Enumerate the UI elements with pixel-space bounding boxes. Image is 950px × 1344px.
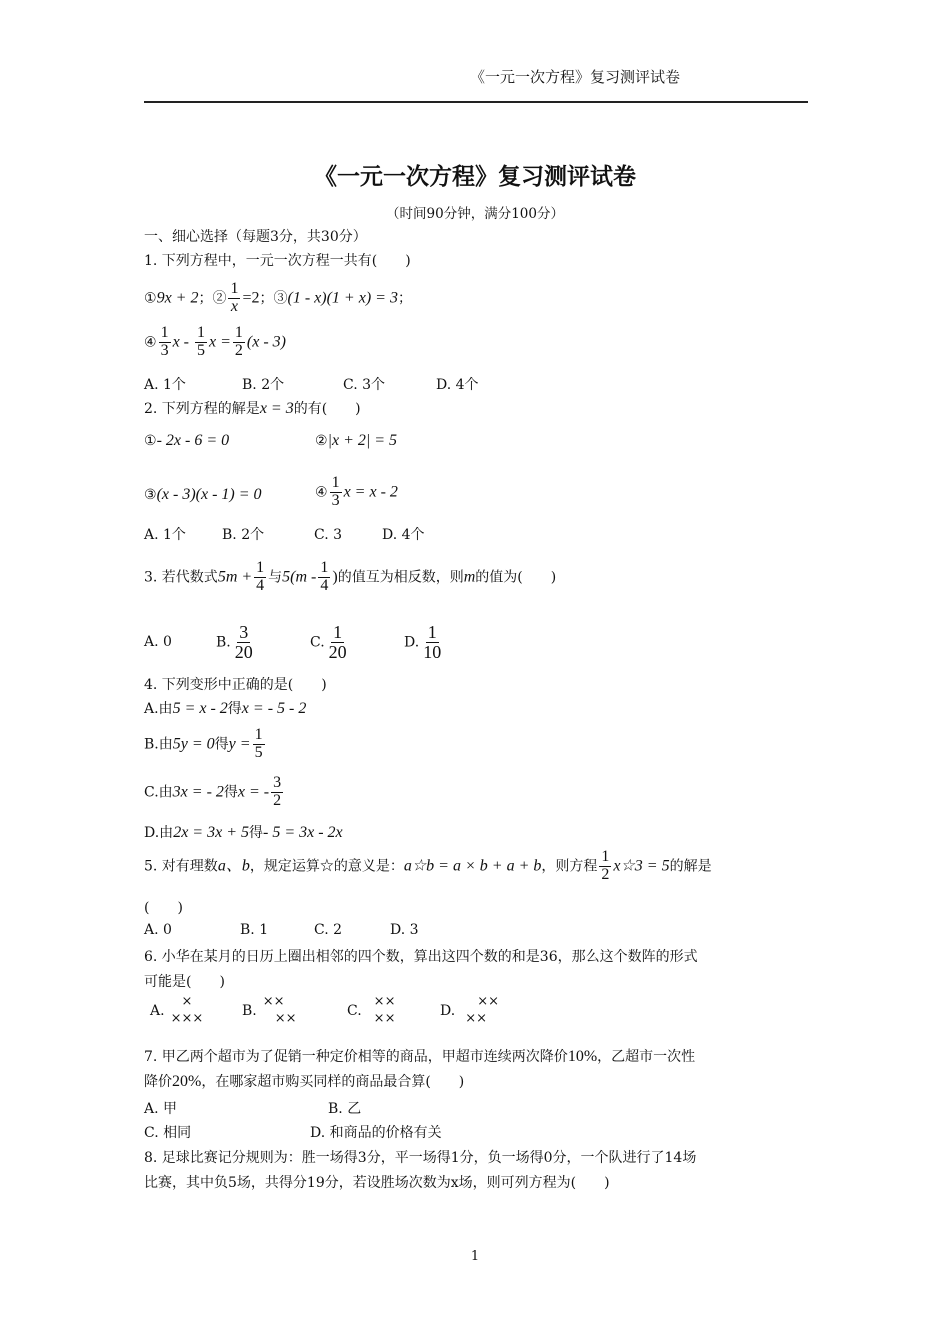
q2-eq-2: ②|x + 2| = 5 (315, 432, 398, 449)
grid-bottom: ×× (465, 1010, 487, 1026)
q6-option-d: D. ×× ×× (440, 994, 499, 1026)
q2-options (144, 524, 425, 544)
q6-option-c: C. ×× ×× (347, 994, 396, 1026)
q6-stem-line2: 可能是( ) (144, 974, 225, 990)
circled-3: ；③ (259, 290, 288, 307)
option-b: B. 1 (240, 922, 269, 938)
option-a: A. 甲 (144, 1101, 178, 1117)
option-a: A. 1个 (144, 377, 186, 393)
option-d: D. 4个 (382, 527, 425, 543)
q8-stem-line1: 8. 足球比赛记分规则为：胜一场得3分，平一场得1分，负一场得0分，一个队进行了14场 (144, 1150, 697, 1166)
q5-stem: 5. 对有理数a、b，规定运算☆的意义是：a☆b = a × b + a + b，则方程 $\frac{1}{2}$ x☆3 = 5的解是 (144, 848, 712, 883)
q7-options-row1 (144, 1098, 361, 1118)
q3-options (144, 623, 445, 662)
q2-eq-4: ④ $\frac{1}{3}$ x = x - 2 (315, 474, 398, 509)
option-b: B. 2个 (222, 527, 265, 543)
q4-option-b: B.由5y = 0得y = $\frac{1}{5}$ (144, 726, 263, 761)
eq-1: 9x + 2 (156, 289, 199, 307)
q4-stem: 4. 下列变形中正确的是( ) (144, 677, 327, 693)
option-b: B. $\frac{3}{20}$ (216, 622, 253, 662)
q8-stem-line2: 比赛，其中负5场，共得分19分，若设胜场次数为x场，则可列方程为( ) (144, 1175, 610, 1191)
option-a: A. 0 (144, 922, 172, 938)
option-c: C. $\frac{1}{20}$ (310, 622, 347, 662)
grid-top: ×× (373, 994, 396, 1009)
q3-stem: 3. 若代数式5m + $\frac{1}{4}$ 与5(m - $\frac{1}{4}$ )的值互为相反数，则m的值为( ) (144, 559, 557, 594)
grid-top: ×× (477, 994, 499, 1009)
option-d: D. $\frac{1}{10}$ (404, 622, 442, 662)
q7-stem-line1: 7. 甲乙两个超市为了促销一种定价相等的商品，甲超市连续两次降价10%，乙超市一次性 (144, 1048, 696, 1065)
q2-eq-1: ①- 2x - 6 = 0 (144, 432, 230, 449)
option-c: C. 3个 (343, 377, 386, 393)
option-a: A. 1个 (144, 527, 186, 543)
q4-option-c: C.由3x = - 2得x = - $\frac{3}{2}$ (144, 774, 282, 809)
option-c: C. 相同 (144, 1125, 192, 1141)
frac-1-over-x: $\frac{1}{x}$ (230, 280, 239, 315)
grid-bottom: ×× (373, 1010, 396, 1026)
option-c: C. 3 (314, 527, 343, 543)
eq-3: (1 - x)(1 + x) = 3 (287, 289, 398, 307)
page-number: 1 (470, 1249, 480, 1264)
page-subtitle: （时间90分钟，满分100分） (386, 206, 564, 222)
q1-stem: 1. 下列方程中，一元一次方程一共有( ) (144, 253, 411, 269)
circled-1: ① (144, 290, 157, 307)
q1-line1: ①9x + 2；② $\frac{1}{x}$ =2；③(1 - x)(1 + x) = 3； (144, 280, 412, 315)
option-b: B. 2个 (242, 377, 285, 393)
option-a: A. 0 (144, 634, 172, 651)
grid-top: × (181, 994, 193, 1009)
circled-4: ④ (144, 334, 157, 351)
q1-options (144, 374, 479, 394)
option-c: C. 2 (314, 922, 343, 938)
eq-2: =2 (242, 289, 260, 307)
option-d: D. 3 (390, 922, 419, 938)
q2-eq-3: ③(x - 3)(x - 1) = 0 (144, 486, 262, 503)
q7-stem-line2: 降价20%，在哪家超市购买同样的商品最合算( ) (144, 1073, 465, 1090)
q5-answer-paren: ( ) (144, 900, 183, 916)
q6-option-a: A. × ××× (150, 994, 204, 1026)
grid-bottom: ××× (170, 1010, 204, 1026)
grid-bottom: ×× (274, 1010, 297, 1026)
q6-option-b: B. ×× ×× (242, 994, 297, 1026)
q6-stem-line1: 6. 小华在某月的日历上圈出相邻的四个数，算出这四个数的和是36，那么这个数阵的形式 (144, 949, 698, 965)
q5-options (144, 922, 419, 938)
option-b: B. 乙 (328, 1101, 362, 1117)
q2-stem: 2. 下列方程的解是x = 3的有( ) (144, 400, 361, 417)
q1-line2: ④ $\frac{1}{3}$ x - $\frac{1}{5}$ x = $\frac{1}{2}$ (x - 3) (144, 324, 286, 359)
option-d: D. 和商品的价格有关 (310, 1125, 442, 1141)
page-title: 《一元一次方程》复习测评试卷 (314, 163, 636, 190)
running-header: 《一元一次方程》复习测评试卷 (470, 68, 681, 86)
q4-option-a: A.由5 = x - 2得x = - 5 - 2 (144, 700, 307, 717)
section-heading: 一、细心选择（每题3分，共30分） (144, 229, 367, 245)
grid-top: ×× (262, 994, 285, 1009)
option-d: D. 4个 (436, 377, 479, 393)
q4-option-d: D.由2x = 3x + 5得- 5 = 3x - 2x (144, 824, 343, 841)
q7-options-row2 (144, 1122, 442, 1142)
header-rule (144, 101, 808, 103)
circled-2: ；② (198, 290, 227, 307)
